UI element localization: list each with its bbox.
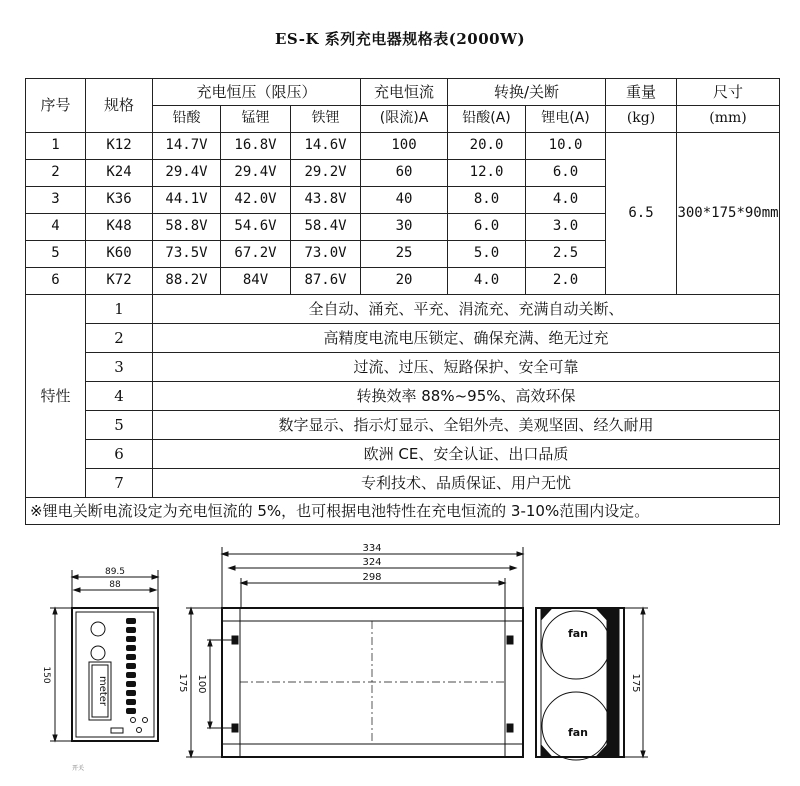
feature-row	[26, 295, 780, 324]
header-li-a: 锂电(A)	[526, 106, 606, 133]
cell-lead: 88.2V	[153, 268, 221, 295]
cell-sw-li: 4.0	[526, 187, 606, 214]
cell-model: K24	[86, 160, 153, 187]
header-size-unit: (mm)	[677, 106, 780, 133]
cell-size: 300*175*90mm	[677, 133, 780, 295]
dim-side-298: 298	[362, 572, 382, 583]
feature-row	[26, 382, 780, 411]
cell-current: 25	[361, 241, 448, 268]
cell-mn: 67.2V	[221, 241, 291, 268]
feature-row	[26, 411, 780, 440]
feature-text: 高精度电流电压锁定、确保充满、绝无过充	[153, 324, 780, 353]
header-weight-unit: (kg)	[606, 106, 677, 133]
feature-num: 7	[86, 469, 153, 498]
cell-sw-li: 10.0	[526, 133, 606, 160]
cell-fe: 87.6V	[291, 268, 361, 295]
cell-current: 40	[361, 187, 448, 214]
cell-model: K36	[86, 187, 153, 214]
cell-lead: 29.4V	[153, 160, 221, 187]
cell-model: K48	[86, 214, 153, 241]
feature-num: 1	[86, 295, 153, 324]
dimension-drawings	[0, 530, 800, 786]
cell-fe: 43.8V	[291, 187, 361, 214]
cell-mn: 84V	[221, 268, 291, 295]
feature-num: 4	[86, 382, 153, 411]
cell-lead: 73.5V	[153, 241, 221, 268]
cell-sw-lead: 5.0	[448, 241, 526, 268]
cell-model: K60	[86, 241, 153, 268]
dim-front-height: 150	[41, 666, 51, 684]
dim-side-100: 100	[196, 674, 207, 694]
cell-seq: 5	[26, 241, 86, 268]
header-switch-group: 转换/关断	[448, 79, 606, 106]
header-voltage-group: 充电恒压（限压）	[153, 79, 361, 106]
cell-fe: 14.6V	[291, 133, 361, 160]
cell-mn: 54.6V	[221, 214, 291, 241]
header-current-limit: (限流)A	[361, 106, 448, 133]
cell-current: 30	[361, 214, 448, 241]
cell-mn: 29.4V	[221, 160, 291, 187]
spec-table	[25, 78, 780, 525]
feature-row	[26, 324, 780, 353]
cell-model: K12	[86, 133, 153, 160]
feature-text: 欧洲 CE、安全认证、出口品质	[153, 440, 780, 469]
cell-mn: 42.0V	[221, 187, 291, 214]
feature-row	[26, 353, 780, 382]
dim-side-175: 175	[177, 673, 188, 693]
feature-text: 全自动、涌充、平充、涓流充、充满自动关断、	[153, 295, 780, 324]
cell-seq: 6	[26, 268, 86, 295]
cell-sw-lead: 8.0	[448, 187, 526, 214]
header-weight: 重量	[606, 79, 677, 106]
feature-text: 数字显示、指示灯显示、全铝外壳、美观坚固、经久耐用	[153, 411, 780, 440]
dim-side-334: 334	[362, 543, 382, 554]
dim-side-324: 324	[362, 557, 382, 568]
cell-sw-li: 6.0	[526, 160, 606, 187]
fan-label-bottom: fan	[567, 726, 589, 739]
cell-fe: 29.2V	[291, 160, 361, 187]
header-fe-li: 铁锂	[291, 106, 361, 133]
feature-num: 2	[86, 324, 153, 353]
cell-seq: 1	[26, 133, 86, 160]
vent-slots	[126, 618, 136, 714]
dim-front-outer: 89.5	[104, 567, 126, 577]
cell-seq: 3	[26, 187, 86, 214]
cell-sw-lead: 6.0	[448, 214, 526, 241]
header-lead-acid-a: 铅酸(A)	[448, 106, 526, 133]
small-caption: 开关	[72, 765, 85, 772]
header-size: 尺寸	[677, 79, 780, 106]
cell-sw-li: 3.0	[526, 214, 606, 241]
page-title: ES-K 系列充电器规格表(2000W)	[274, 30, 526, 48]
fan-label-top: fan	[567, 627, 589, 640]
cell-model: K72	[86, 268, 153, 295]
feature-text: 转换效率 88%~95%、高效环保	[153, 382, 780, 411]
feature-num: 6	[86, 440, 153, 469]
header-lead-acid: 铅酸	[153, 106, 221, 133]
cell-fe: 73.0V	[291, 241, 361, 268]
feature-num: 5	[86, 411, 153, 440]
feature-num: 3	[86, 353, 153, 382]
header-seq: 序号	[26, 79, 86, 133]
cell-seq: 4	[26, 214, 86, 241]
feature-row	[26, 440, 780, 469]
cell-mn: 16.8V	[221, 133, 291, 160]
side-view	[186, 547, 523, 757]
table-row	[26, 133, 780, 160]
dim-rear-175: 175	[630, 673, 641, 693]
cell-sw-lead: 20.0	[448, 133, 526, 160]
feature-text: 过流、过压、短路保护、安全可靠	[153, 353, 780, 382]
cell-seq: 2	[26, 160, 86, 187]
cell-current: 100	[361, 133, 448, 160]
cell-current: 20	[361, 268, 448, 295]
feature-text: 专利技术、品质保证、用户无忧	[153, 469, 780, 498]
meter-label: meter	[97, 675, 108, 707]
header-current-group: 充电恒流	[361, 79, 448, 106]
cell-current: 60	[361, 160, 448, 187]
footnote: ※锂电关断电流设定为充电恒流的 5%，也可根据电池特性在充电恒流的 3-10%范围内设定。	[26, 498, 780, 525]
header-spec: 规格	[86, 79, 153, 133]
feature-row	[26, 469, 780, 498]
cell-lead: 14.7V	[153, 133, 221, 160]
cell-weight: 6.5	[606, 133, 677, 295]
dim-front-inner: 88	[109, 580, 121, 590]
cell-fe: 58.4V	[291, 214, 361, 241]
cell-lead: 58.8V	[153, 214, 221, 241]
cell-lead: 44.1V	[153, 187, 221, 214]
front-view	[50, 570, 158, 741]
cell-sw-li: 2.5	[526, 241, 606, 268]
cell-sw-li: 2.0	[526, 268, 606, 295]
features-label: 特性	[26, 295, 86, 498]
cell-sw-lead: 12.0	[448, 160, 526, 187]
cell-sw-lead: 4.0	[448, 268, 526, 295]
header-mn-li: 锰锂	[221, 106, 291, 133]
